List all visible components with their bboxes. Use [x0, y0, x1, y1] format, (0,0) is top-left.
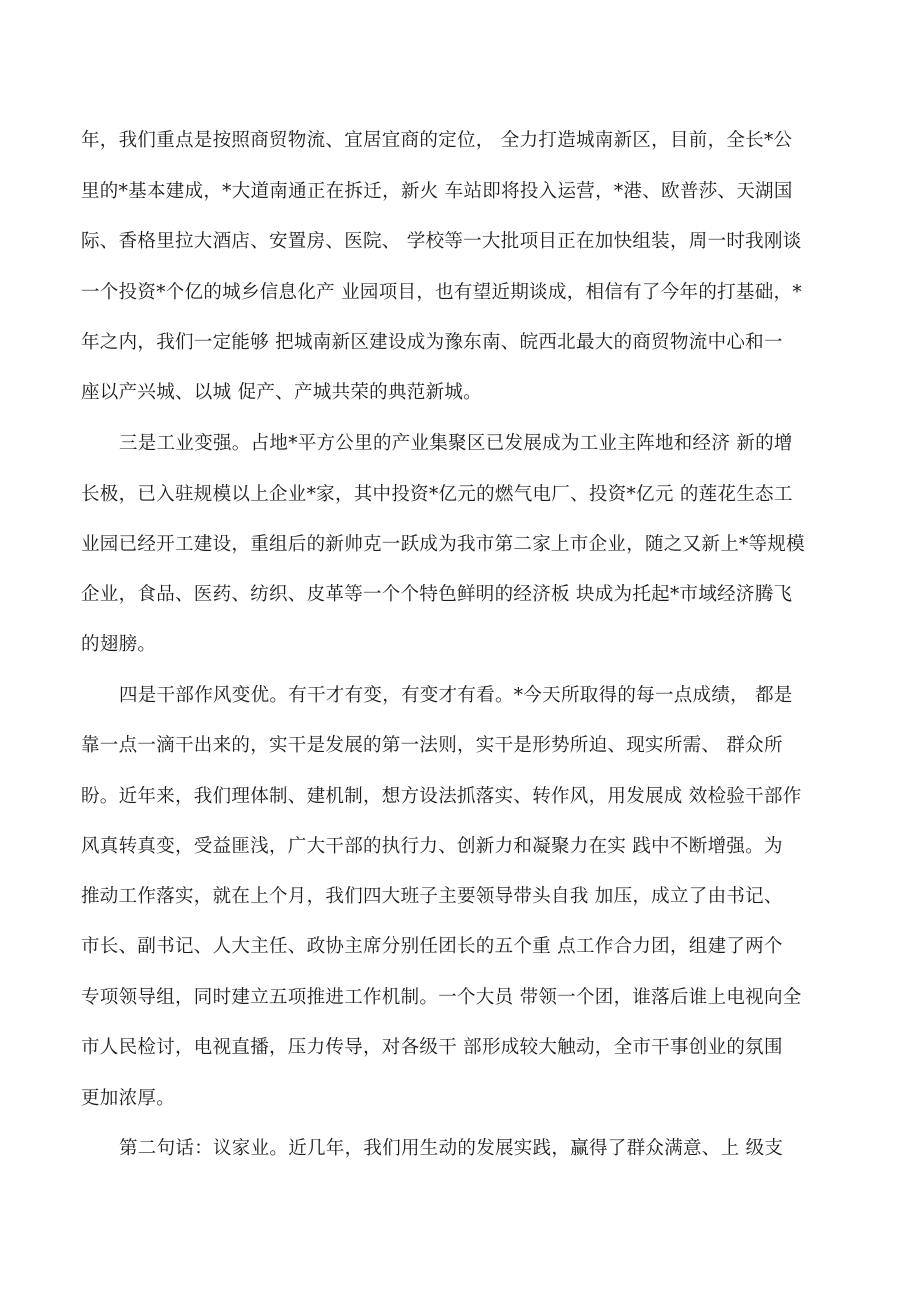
text-line: 的翅膀。: [81, 634, 157, 655]
text-line: 一个投资*个亿的城乡信息化产 业园项目，也有望近期谈成，相信有了今年的打基础，*: [81, 282, 802, 303]
text-line: 市长、副书记、人大主任、政协主席分别任团长的五个重 点工作合力团，组建了两个: [81, 936, 783, 957]
paragraph-start: 四是干部作风变优。有干才有变，有变才有看。*今天所取得的每一点成绩， 都是: [119, 685, 793, 706]
text-line: 市人民检讨，电视直播，压力传导，对各级干 部形成较大触动，全市干事创业的氛围: [81, 1037, 783, 1058]
text-line: 际、香格里拉大酒店、安置房、医院、 学校等一大批项目正在加快组装，周一时我刚谈: [81, 231, 802, 252]
text-line: 推动工作落实，就在上个月，我们四大班子主要领导带头自我 加压，成立了由书记、: [81, 886, 783, 907]
text-line: 盼。近年来，我们理体制、建机制，想方设法抓落实、转作风，用发展成 效检验干部作: [81, 786, 802, 807]
paragraph-start: 第二句话：议家业。近几年，我们用生动的发展实践，赢得了群众满意、上 级支: [119, 1138, 784, 1159]
text-line: 更加浓厚。: [81, 1088, 176, 1109]
text-line: 业园已经开工建设，重组后的新帅克一跃成为我市第二家上市企业，随之又新上*等规模: [81, 534, 805, 555]
text-line: 年之内，我们一定能够 把城南新区建设成为豫东南、皖西北最大的商贸物流中心和一: [81, 332, 783, 353]
paragraph-start: 三是工业变强。占地*平方公里的产业集聚区已发展成为工业主阵地和经济 新的增: [119, 433, 793, 454]
text-line: 企业，食品、医药、纺织、皮革等一个个特色鲜明的经济板 块成为托起*市域经济腾飞: [81, 584, 793, 605]
text-line: 里的*基本建成，*大道南通正在拆迁，新火 车站即将投入运营，*港、欧普莎、天湖国: [81, 181, 793, 202]
text-line: 风真转真变，受益匪浅，广大干部的执行力、创新力和凝聚力在实 践中不断增强。为: [81, 836, 783, 857]
text-line: 靠一点一滴干出来的，实干是发展的第一法则，实干是形势所迫、现实所需、 群众所: [81, 735, 783, 756]
text-line: 专项领导组，同时建立五项推进工作机制。一个大员 带领一个团，谁落后谁上电视向全: [81, 987, 802, 1008]
text-line: 年，我们重点是按照商贸物流、宜居宜商的定位， 全力打造城南新区，目前，全长*公: [81, 130, 793, 151]
text-line: 座以产兴城、以城 促产、产城共荣的典范新城。: [81, 382, 482, 403]
text-line: 长极，已入驻规模以上企业*家，其中投资*亿元的燃气电厂、投资*亿元 的莲花生态工: [81, 484, 793, 505]
